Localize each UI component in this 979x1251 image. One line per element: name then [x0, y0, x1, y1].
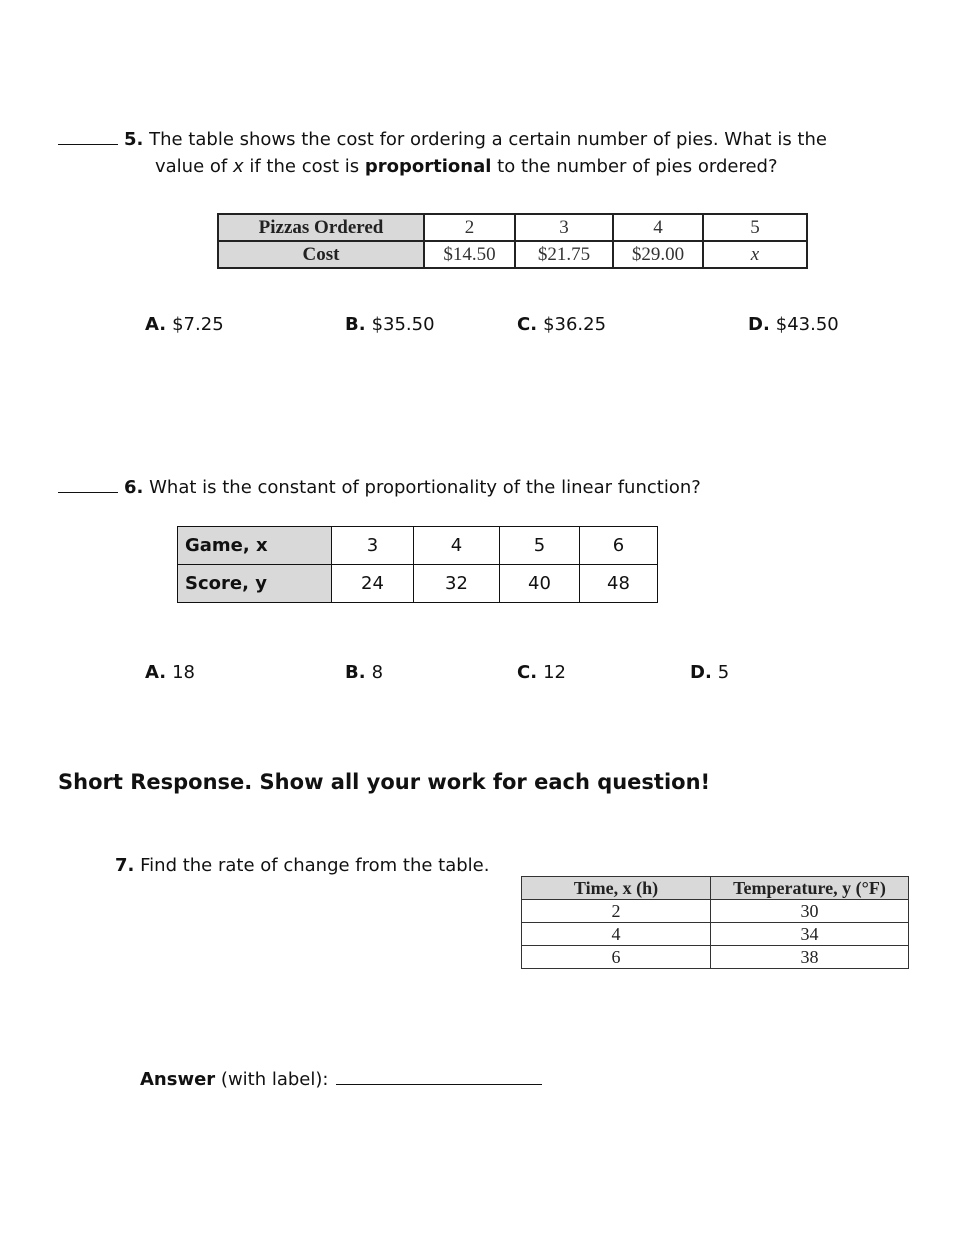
choice-b[interactable] — [345, 662, 383, 683]
time-temperature-table — [521, 876, 909, 969]
table-cell: $21.75 — [515, 241, 613, 268]
table-cell: 6 — [522, 946, 711, 969]
table-cell: 38 — [711, 946, 909, 969]
choice-a[interactable] — [145, 314, 224, 335]
table-row — [218, 214, 807, 241]
table-cell: 32 — [414, 565, 500, 603]
question-number: 7. — [115, 855, 135, 876]
table-cell: 30 — [711, 900, 909, 923]
choice-value: 18 — [172, 662, 196, 683]
choice-label: D. — [748, 314, 770, 335]
table-cell: 48 — [580, 565, 658, 603]
choice-label: B. — [345, 662, 366, 683]
table-cell: 4 — [414, 527, 500, 565]
answer-line[interactable] — [336, 1066, 542, 1085]
choice-label: C. — [517, 314, 538, 335]
choice-value: $35.50 — [371, 314, 435, 335]
row-header: Pizzas Ordered — [218, 214, 424, 241]
question-6 — [58, 474, 701, 501]
section-heading: Short Response. Show all your work for each question! — [58, 770, 711, 794]
table-row — [522, 946, 909, 969]
choice-c[interactable] — [517, 314, 606, 335]
table-cell: 4 — [522, 923, 711, 946]
table-cell: 2 — [424, 214, 515, 241]
choice-value: 8 — [371, 662, 384, 683]
question-5-line1 — [58, 126, 827, 153]
table-cell: $14.50 — [424, 241, 515, 268]
choice-value: $43.50 — [775, 314, 839, 335]
question-5-line2 — [155, 153, 778, 180]
column-header: Time, x (h) — [522, 877, 711, 900]
question-text: if the cost is — [249, 156, 360, 177]
choice-label: B. — [345, 314, 366, 335]
answer-hint: (with label): — [220, 1069, 329, 1090]
choice-c[interactable] — [517, 662, 566, 683]
row-header: Game, x — [178, 527, 332, 565]
question-text: Find the rate of change from the table. — [140, 855, 490, 876]
answer-row — [140, 1066, 542, 1093]
emphasis-word: proportional — [364, 156, 492, 177]
table-cell: 5 — [703, 214, 807, 241]
pizza-cost-table — [217, 213, 808, 269]
question-7 — [115, 852, 489, 879]
choice-d[interactable] — [690, 662, 729, 683]
choice-value: 5 — [717, 662, 730, 683]
question-text: to the number of pies ordered? — [497, 156, 778, 177]
table-cell: 6 — [580, 527, 658, 565]
game-score-table — [177, 526, 658, 603]
choice-b[interactable] — [345, 314, 435, 335]
table-row — [218, 241, 807, 268]
question-text: The table shows the cost for ordering a certain number of pies. What is the — [149, 129, 827, 150]
choice-label: A. — [145, 662, 167, 683]
table-row — [178, 527, 658, 565]
table-header-row — [522, 877, 909, 900]
table-row — [522, 923, 909, 946]
table-cell: 34 — [711, 923, 909, 946]
question-text: What is the constant of proportionality of the linear function? — [149, 477, 701, 498]
choice-value: $36.25 — [543, 314, 607, 335]
row-header: Score, y — [178, 565, 332, 603]
table-row — [178, 565, 658, 603]
table-cell: 3 — [332, 527, 414, 565]
answer-blank-5[interactable] — [58, 128, 118, 145]
choice-label: D. — [690, 662, 712, 683]
choice-label: A. — [145, 314, 167, 335]
answer-blank-6[interactable] — [58, 476, 118, 493]
table-cell: 24 — [332, 565, 414, 603]
table-cell: $29.00 — [613, 241, 703, 268]
choice-label: C. — [517, 662, 538, 683]
answer-label: Answer — [140, 1069, 216, 1090]
question-number: 5. — [124, 129, 144, 150]
choice-a[interactable] — [145, 662, 195, 683]
table-cell: x — [703, 241, 807, 268]
variable-x: x — [232, 156, 244, 177]
choice-d[interactable] — [748, 314, 839, 335]
table-cell: 5 — [500, 527, 580, 565]
choice-value: 12 — [543, 662, 566, 683]
question-text: value of — [155, 156, 228, 177]
row-header: Cost — [218, 241, 424, 268]
table-cell: 4 — [613, 214, 703, 241]
table-cell: 40 — [500, 565, 580, 603]
question-number: 6. — [124, 477, 144, 498]
table-row — [522, 900, 909, 923]
table-cell: 3 — [515, 214, 613, 241]
column-header: Temperature, y (°F) — [711, 877, 909, 900]
table-cell: 2 — [522, 900, 711, 923]
choice-value: $7.25 — [172, 314, 224, 335]
